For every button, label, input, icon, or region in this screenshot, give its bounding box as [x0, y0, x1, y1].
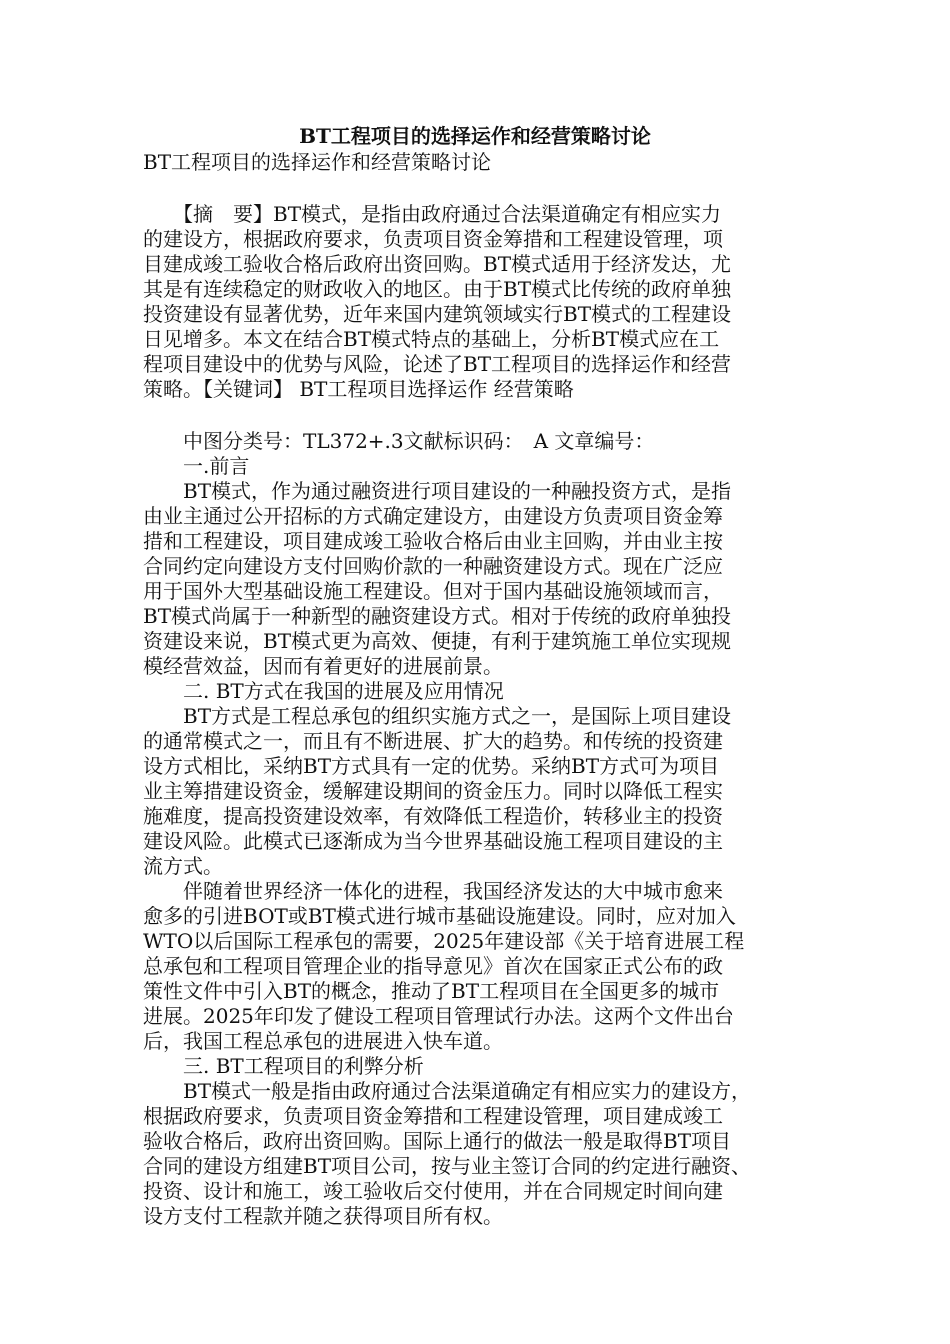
- document-title: BT工程项目的选择运作和经营策略讨论: [299, 124, 651, 148]
- body-line: 合同约定向建设方支付回购价款的一种融资建设方式。现在广泛应: [143, 554, 723, 578]
- body-line: 总承包和工程项目管理企业的指导意见》首次在国家正式公布的政: [143, 954, 723, 978]
- body-line: 根据政府要求，负责项目资金筹措和工程建设管理，项目建成竣工: [143, 1104, 723, 1128]
- body-line: 愈多的引进BOT或BT模式进行城市基础设施建设。同时，应对加入: [143, 904, 736, 928]
- body-line: 伴随着世界经济一体化的进程，我国经济发达的大中城市愈来: [143, 879, 723, 903]
- abstract-line: 投资建设有显著优势，近年来国内建筑领域实行BT模式的工程建设: [143, 302, 732, 326]
- section-heading: 一.前言: [143, 454, 250, 478]
- body-line: 施难度，提高投资建设效率，有效降低工程造价，转移业主的投资: [143, 804, 723, 828]
- body-line: 合同的建设方组建BT项目公司，按与业主签订合同的约定进行融资、: [143, 1154, 752, 1178]
- body-line: BT模式尚属于一种新型的融资建设方式。相对于传统的政府单独投: [143, 604, 732, 628]
- body-line: BT模式一般是指由政府通过合法渠道确定有相应实力的建设方，: [143, 1079, 752, 1103]
- body-line: 由业主通过公开招标的方式确定建设方，由建设方负责项目资金筹: [143, 504, 723, 528]
- body-line: 措和工程建设，项目建成竣工验收合格后由业主回购，并由业主按: [143, 529, 723, 553]
- abstract-line: 目建成竣工验收合格后政府出资回购。BT模式适用于经济发达，尤: [143, 252, 732, 276]
- abstract-line: 程项目建设中的优势与风险，论述了BT工程项目的选择运作和经营: [143, 352, 732, 376]
- body-line: 后，我国工程总承包的进展进入快车道。: [143, 1029, 503, 1053]
- body-line: 模经营效益，因而有着更好的进展前景。: [143, 654, 503, 678]
- abstract-line: 日见增多。本文在结合BT模式特点的基础上，分析BT模式应在工: [143, 327, 720, 351]
- body-line: 投资、设计和施工，竣工验收后交付使用，并在合同规定时间向建: [143, 1179, 723, 1203]
- body-line: WTO以后国际工程承包的需要，2025年建设部《关于培育进展工程: [143, 929, 745, 953]
- body-line: 设方式相比，采纳BT方式具有一定的优势。采纳BT方式可为项目: [143, 754, 720, 778]
- body-line: 设方支付工程款并随之获得项目所有权。: [143, 1204, 503, 1228]
- subtitle-line: BT工程项目的选择运作和经营策略讨论: [143, 150, 492, 174]
- body-line: 用于国外大型基础设施工程建设。但对于国内基础设施领域而言，: [143, 579, 723, 603]
- section-heading: 三. BT工程项目的利弊分析: [143, 1054, 424, 1078]
- abstract-line: 其是有连续稳定的财政收入的地区。由于BT模式比传统的政府单独: [143, 277, 732, 301]
- classification-line: 中图分类号：TL372+.3文献标识码： A 文章编号：: [143, 429, 655, 453]
- body-line: BT模式，作为通过融资进行项目建设的一种融投资方式，是指: [143, 479, 732, 503]
- body-line: 的通常模式之一，而且有不断进展、扩大的趋势。和传统的投资建: [143, 729, 723, 753]
- keywords-line: 策略。【关键词】 BT工程项目选择运作 经营策略: [143, 377, 574, 401]
- body-line: 业主筹措建设资金，缓解建设期间的资金压力。同时以降低工程实: [143, 779, 723, 803]
- body-line: 策性文件中引入BT的概念，推动了BT工程项目在全国更多的城市: [143, 979, 720, 1003]
- body-line: 流方式。: [143, 854, 223, 878]
- body-line: 进展。2025年印发了健设工程项目管理试行办法。这两个文件出台: [143, 1004, 734, 1028]
- abstract-line: 【摘 要】BT模式，是指由政府通过合法渠道确定有相应实力: [143, 202, 722, 226]
- section-heading: 二. BT方式在我国的进展及应用情况: [143, 679, 504, 703]
- body-line: 资建设来说，BT模式更为高效、便捷，有利于建筑施工单位实现规: [143, 629, 732, 653]
- body-line: 建设风险。此模式已逐渐成为当今世界基础设施工程项目建设的主: [143, 829, 723, 853]
- abstract-line: 的建设方，根据政府要求，负责项目资金筹措和工程建设管理，项: [143, 227, 723, 251]
- body-line: 验收合格后，政府出资回购。国际上通行的做法一般是取得BT项目: [143, 1129, 732, 1153]
- body-line: BT方式是工程总承包的组织实施方式之一，是国际上项目建设: [143, 704, 732, 728]
